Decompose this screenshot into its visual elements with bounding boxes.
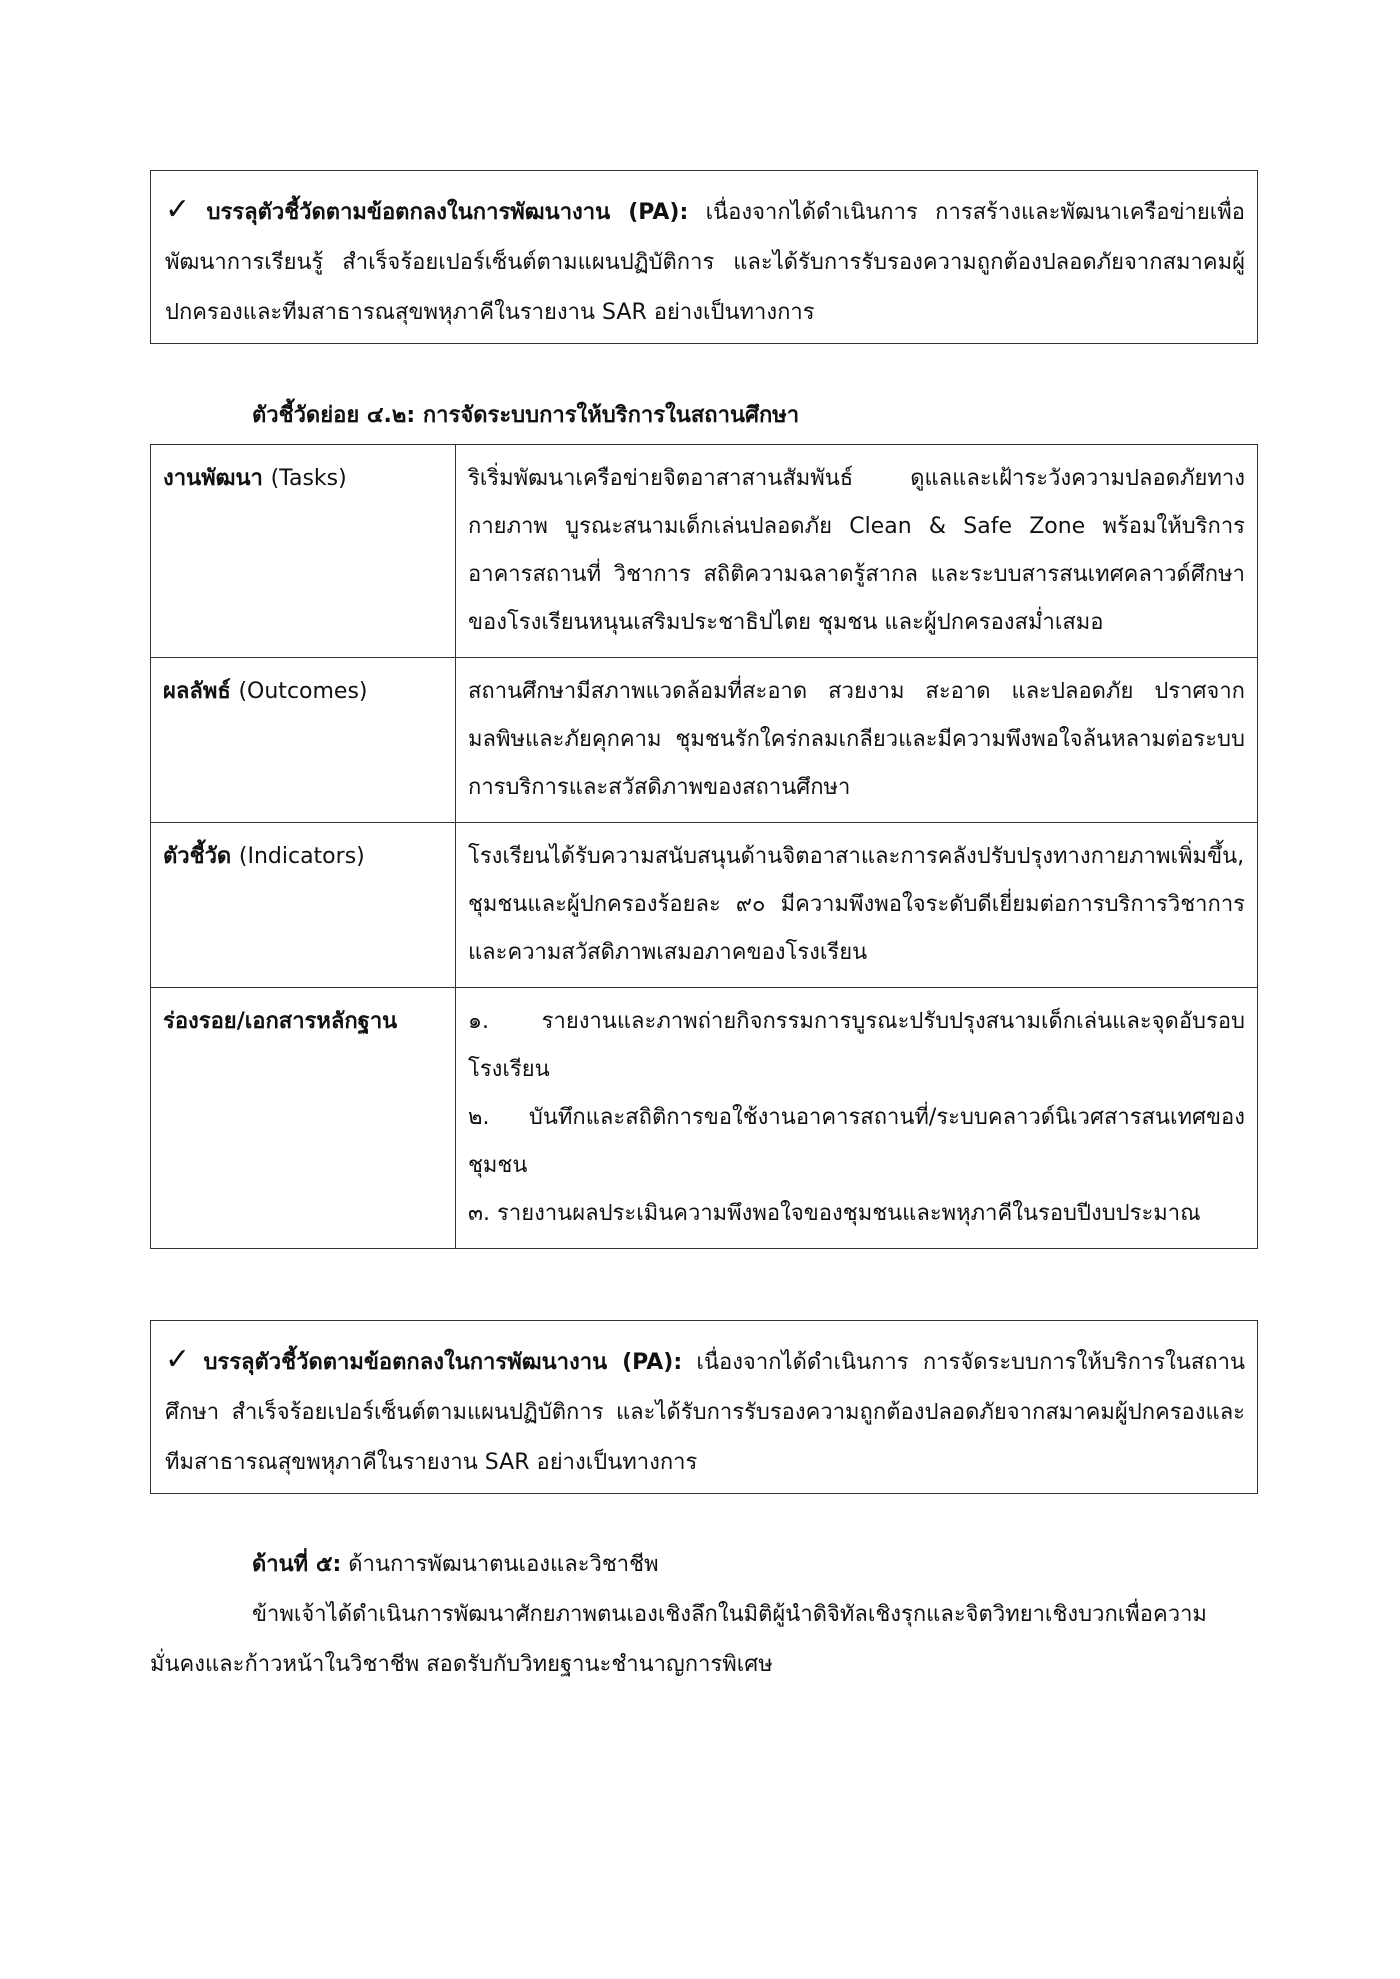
indicators-label-cell [151, 823, 456, 988]
table-row-indicators [151, 823, 1258, 988]
indicator-table [150, 444, 1258, 1249]
outcomes-label-en: (Outcomes) [238, 679, 368, 704]
outcomes-content-cell: สถานศึกษามีสภาพแวดล้อมที่สะอาด สวยงาม สะอาด และปลอดภัย ปราศจากมลพิษและภัยคุกคาม ชุมชนรักใคร่กลมเกลียวและมีความพึงพอใจล้นหลามต่อระบบการบริการและสวัสดิภาพของสถานศึกษา [456, 658, 1258, 823]
pa-body-text: เนื่องจากได้ดำเนินการ การสร้างและพัฒนาเครือข่ายเพื่อพัฒนาการเรียนรู้ สำเร็จร้อยเปอร์เซ็นต์ตามแผนปฏิบัติการ และได้รับการรับรองความถูกต้องปลอดภัยจากสมาคมผู้ปกครองและทีมสาธารณสุขพหุภาคีในรายงาน SAR อย่างเป็นทางการ [165, 200, 1245, 325]
tasks-label-en: (Tasks) [270, 466, 347, 491]
table-row-outcomes [151, 658, 1258, 823]
evidence-label-cell: ร่องรอย/เอกสารหลักฐาน [151, 988, 456, 1249]
outcomes-label-cell [151, 658, 456, 823]
indicators-content-cell: โรงเรียนได้รับความสนับสนุนด้านจิตอาสาและการคลังปรับปรุงทางกายภาพเพิ่มขึ้น, ชุมชนและผู้ปกครองร้อยละ ๙๐ มีความพึงพอใจระดับดีเยี่ยมต่อการบริการวิชาการและความสวัสดิภาพเสมอภาคของโรงเรียน [456, 823, 1258, 988]
tasks-label-cell [151, 445, 456, 658]
table-row-evidence [151, 988, 1258, 1249]
section-5-heading-rest: ด้านการพัฒนาตนเองและวิชาชีพ [348, 1552, 659, 1577]
check-mark-icon: ✓ [165, 1342, 198, 1377]
tasks-label-th: งานพัฒนา [163, 466, 263, 491]
section-5 [150, 1540, 1258, 1690]
pa-achievement-box-1 [150, 170, 1258, 344]
table-row-tasks [151, 445, 1258, 658]
indicators-label-th: ตัวชี้วัด [163, 844, 232, 869]
pa-achievement-box-2 [150, 1320, 1258, 1494]
pa-achievement-paragraph-1 [165, 185, 1245, 338]
pa-body-text: เนื่องจากได้ดำเนินการ การจัดระบบการให้บริการในสถานศึกษา สำเร็จร้อยเปอร์เซ็นต์ตามแผนปฏิบัติการ และได้รับการรับรองความถูกต้องปลอดภัยจากสมาคมผู้ปกครองและทีมสาธารณสุขพหุภาคีในรายงาน SAR อย่างเป็นทางการ [165, 1350, 1246, 1475]
evidence-item-2: ๒. บันทึกและสถิติการขอใช้งานอาคารสถานที่/ระบบคลาวด์นิเวศสารสนเทศของชุมชน [468, 1105, 1245, 1178]
pa-lead-text: บรรลุตัวชี้วัดตามข้อตกลงในการพัฒนางาน (PA): [206, 200, 689, 225]
pa-lead-text: บรรลุตัวชี้วัดตามข้อตกลงในการพัฒนางาน (PA): [203, 1350, 683, 1375]
section-5-heading-bold: ด้านที่ ๕: [252, 1552, 342, 1577]
sub-indicator-heading: ตัวชี้วัดย่อย ๔.๒: การจัดระบบการให้บริการในสถานศึกษา [252, 403, 800, 428]
check-mark-icon: ✓ [165, 192, 201, 227]
evidence-item-3: ๓. รายงานผลประเมินความพึงพอใจของชุมชนและพหุภาคีในรอบปีงบประมาณ [468, 1201, 1201, 1226]
pa-achievement-paragraph-2 [165, 1335, 1245, 1488]
section-5-body: ข้าพเจ้าได้ดำเนินการพัฒนาศักยภาพตนเองเชิงลึกในมิติผู้นำดิจิทัลเชิงรุกและจิตวิทยาเชิงบวกเพื่อความมั่นคงและก้าวหน้าในวิชาชีพ สอดรับกับวิทยฐานะชำนาญการพิเศษ [150, 1602, 1207, 1677]
evidence-content-cell [456, 988, 1258, 1249]
outcomes-label-th: ผลลัพธ์ [163, 679, 231, 704]
evidence-item-1: ๑. รายงานและภาพถ่ายกิจกรรมการบูรณะปรับปรุงสนามเด็กเล่นและจุดอับรอบโรงเรียน [468, 1009, 1245, 1082]
indicators-label-en: (Indicators) [238, 844, 365, 869]
tasks-content-cell: ริเริ่มพัฒนาเครือข่ายจิตอาสาสานสัมพันธ์ ดูแลและเฝ้าระวังความปลอดภัยทางกายภาพ บูรณะสนามเด็กเล่นปลอดภัย Clean & Safe Zone พร้อมให้บริการอาคารสถานที่ วิชาการ สถิติความฉลาดรู้สากล และระบบสารสนเทศคลาวด์ศึกษาของโรงเรียนหนุนเสริมประชาธิปไตย ชุมชน และผู้ปกครองสม่ำเสมอ [456, 445, 1258, 658]
section-5-heading [150, 1540, 1258, 1590]
